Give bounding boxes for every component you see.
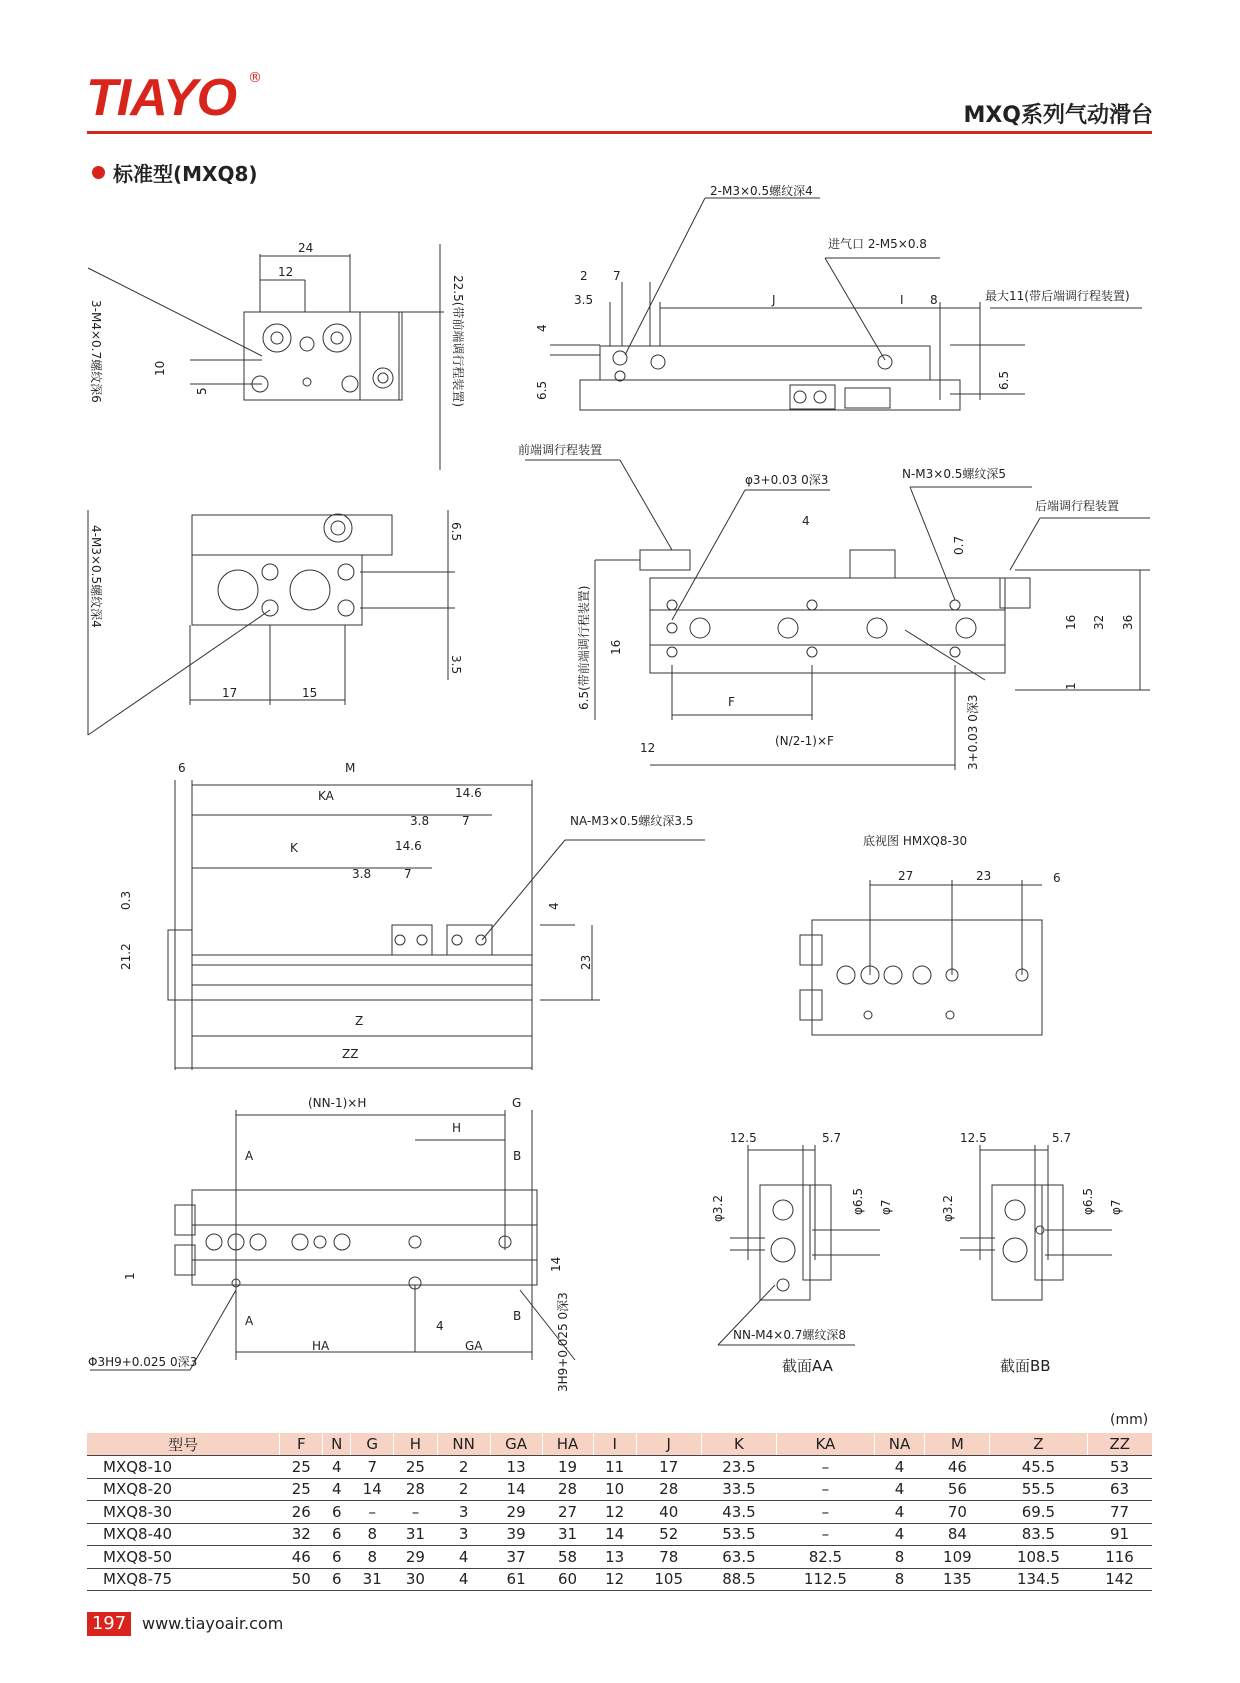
dim-H: H	[452, 1121, 462, 1135]
column-header: F	[280, 1433, 323, 1456]
note-na-thread: NA-M3×0.5螺纹深3.5	[570, 814, 694, 828]
dim-10: 10	[153, 360, 167, 376]
front-view-holes	[90, 1110, 575, 1370]
dim-4-front: 4	[547, 902, 561, 910]
table-cell: 91	[1087, 1523, 1152, 1546]
table-cell: 25	[394, 1456, 437, 1479]
table-row	[87, 1546, 1152, 1569]
side-view-top	[550, 198, 1142, 410]
table-cell: 61	[490, 1568, 542, 1591]
table-cell: 45.5	[990, 1456, 1087, 1479]
dim-tap-4-m3: 4-M3×0.5螺纹深4	[89, 525, 103, 628]
column-header: I	[593, 1433, 636, 1456]
column-header: H	[394, 1433, 437, 1456]
table-cell: 6	[323, 1523, 351, 1546]
table-cell: 78	[636, 1546, 701, 1569]
model-cell: MXQ8-30	[87, 1501, 280, 1524]
table-cell: 6	[323, 1501, 351, 1524]
table-cell: 8	[874, 1546, 925, 1569]
table-cell: 109	[925, 1546, 990, 1569]
dim-17: 17	[222, 686, 238, 700]
note-air-inlet: 进气口 2-M5×0.8	[828, 237, 927, 251]
dim-phi-7-aa: φ7	[879, 1199, 893, 1215]
column-header: NN	[437, 1433, 490, 1456]
dim-14-6-a: 14.6	[455, 786, 482, 800]
table-row	[87, 1501, 1152, 1524]
column-header: 型号	[87, 1433, 280, 1456]
dim-24: 24	[298, 241, 314, 255]
table-cell: 82.5	[777, 1546, 874, 1569]
table-row	[87, 1478, 1152, 1501]
dim-7-a: 7	[462, 814, 470, 828]
table-cell: 30	[394, 1568, 437, 1591]
table-cell: 33.5	[701, 1478, 777, 1501]
table-cell: 56	[925, 1478, 990, 1501]
table-cell: 3	[437, 1523, 490, 1546]
dim-6-5: 6.5	[449, 522, 463, 542]
dim-27: 27	[898, 869, 914, 883]
column-header: N	[323, 1433, 351, 1456]
table-cell: 28	[394, 1478, 437, 1501]
column-header: J	[636, 1433, 701, 1456]
table-cell: 3	[437, 1501, 490, 1524]
dim-6-5-front: 6.5(带前端调行程装置)	[577, 585, 591, 710]
dim-KA: KA	[318, 789, 334, 803]
table-cell: 28	[542, 1478, 593, 1501]
note-pin-h9: Φ3H9+0.025 0深3	[88, 1355, 198, 1369]
table-cell: 142	[1087, 1568, 1152, 1591]
dim-7: 7	[613, 269, 621, 283]
table-cell: 55.5	[990, 1478, 1087, 1501]
model-cell: MXQ8-20	[87, 1478, 280, 1501]
table-cell: –	[351, 1501, 394, 1524]
dim-8: 8	[930, 293, 938, 307]
table-cell: 13	[490, 1456, 542, 1479]
table-cell: 31	[394, 1523, 437, 1546]
dim-4-top: 4	[802, 514, 810, 528]
table-cell: 135	[925, 1568, 990, 1591]
note-slot-top: 3+0.03 0深3	[966, 694, 980, 770]
section-mark-b-top: B	[513, 1149, 522, 1163]
dim-7-b: 7	[404, 867, 412, 881]
table-cell: 83.5	[990, 1523, 1087, 1546]
dim-16-right: 16	[1064, 614, 1078, 630]
dim-12-top: 12	[640, 741, 656, 755]
section-bb-label: 截面BB	[1000, 1357, 1051, 1375]
section-mark-a-bottom: A	[245, 1314, 254, 1328]
note-max-11: 最大11(带后端调行程装置)	[985, 289, 1130, 303]
dim-3-8-b: 3.8	[352, 867, 372, 881]
dim-12-5-bb: 12.5	[960, 1131, 987, 1145]
table-cell: 69.5	[990, 1501, 1087, 1524]
table-cell: 52	[636, 1523, 701, 1546]
dim-21-2: 21.2	[119, 943, 133, 970]
dim-6-5-right: 6.5	[997, 370, 1011, 390]
model-cell: MXQ8-10	[87, 1456, 280, 1479]
dim-phi-6-5-bb: φ6.5	[1081, 1188, 1095, 1215]
column-header: ZZ	[1087, 1433, 1152, 1456]
table-cell: 63.5	[701, 1546, 777, 1569]
column-header: NA	[874, 1433, 925, 1456]
dim-6-front: 6	[178, 761, 186, 775]
table-body	[87, 1456, 1152, 1591]
table-cell: 25	[280, 1478, 323, 1501]
table-cell: 39	[490, 1523, 542, 1546]
table-cell: 32	[280, 1523, 323, 1546]
dim-4-holes: 4	[436, 1319, 444, 1333]
dim-phi-3-2-bb: φ3.2	[941, 1195, 955, 1222]
table-cell: 4	[874, 1501, 925, 1524]
dim-4-side: 4	[535, 324, 549, 332]
table-cell: 31	[351, 1568, 394, 1591]
table-cell: 27	[542, 1501, 593, 1524]
column-header: KA	[777, 1433, 874, 1456]
table-cell: 6	[323, 1568, 351, 1591]
table-cell: 88.5	[701, 1568, 777, 1591]
dim-F: F	[728, 695, 735, 709]
table-cell: 60	[542, 1568, 593, 1591]
dim-5-7-bb: 5.7	[1052, 1131, 1072, 1145]
dim-6-bottom: 6	[1053, 871, 1061, 885]
table-cell: 50	[280, 1568, 323, 1591]
column-header: G	[351, 1433, 394, 1456]
dim-M: M	[345, 761, 356, 775]
brand-logo: TIAYO	[86, 69, 237, 127]
table-cell: –	[777, 1523, 874, 1546]
table-cell: 4	[437, 1546, 490, 1569]
table-cell: 116	[1087, 1546, 1152, 1569]
table-cell: 4	[323, 1456, 351, 1479]
table-cell: 31	[542, 1523, 593, 1546]
dim-phi-7-bb: φ7	[1109, 1199, 1123, 1215]
dim-formula: (N/2-1)×F	[775, 734, 834, 748]
page-number: 197	[87, 1612, 131, 1636]
table-cell: 29	[490, 1501, 542, 1524]
table-cell: 4	[874, 1456, 925, 1479]
dim-0-7: 0.7	[952, 535, 966, 555]
table-cell: 14	[351, 1478, 394, 1501]
table-cell: 4	[437, 1568, 490, 1591]
dim-23-bottom: 23	[976, 869, 992, 883]
table-cell: 58	[542, 1546, 593, 1569]
table-cell: 84	[925, 1523, 990, 1546]
dim-0-3: 0.3	[119, 890, 133, 910]
table-cell: 10	[593, 1478, 636, 1501]
table-cell: 77	[1087, 1501, 1152, 1524]
column-header: HA	[542, 1433, 593, 1456]
dim-GA: GA	[465, 1339, 483, 1353]
dim-14-6-b: 14.6	[395, 839, 422, 853]
table-cell: 46	[280, 1546, 323, 1569]
table-cell: 2	[437, 1456, 490, 1479]
dim-12: 12	[278, 265, 294, 279]
table-cell: 14	[490, 1478, 542, 1501]
table-cell: 53	[1087, 1456, 1152, 1479]
table-cell: 17	[636, 1456, 701, 1479]
table-row	[87, 1568, 1152, 1591]
table-cell: –	[777, 1456, 874, 1479]
table-row	[87, 1456, 1152, 1479]
website-link[interactable]: www.tiayoair.com	[142, 1614, 284, 1633]
dim-16-left: 16	[609, 639, 623, 655]
section-mark-b-bottom: B	[513, 1309, 522, 1323]
table-cell: –	[777, 1501, 874, 1524]
table-cell: 105	[636, 1568, 701, 1591]
table-cell: 26	[280, 1501, 323, 1524]
dim-32: 32	[1092, 614, 1106, 630]
dim-6-5-left: 6.5	[535, 380, 549, 400]
dim-2: 2	[580, 269, 588, 283]
table-cell: 29	[394, 1546, 437, 1569]
model-cell: MXQ8-40	[87, 1523, 280, 1546]
section-mark-a-top: A	[245, 1149, 254, 1163]
dim-3-8-a: 3.8	[410, 814, 430, 828]
model-cell: MXQ8-50	[87, 1546, 280, 1569]
section-title: 标准型(MXQ8)	[113, 162, 258, 186]
table-unit: (mm)	[1110, 1412, 1149, 1428]
table-cell: 43.5	[701, 1501, 777, 1524]
table-row	[87, 1523, 1152, 1546]
table-cell: 14	[593, 1523, 636, 1546]
dim-15: 15	[302, 686, 318, 700]
dim-12-5-aa: 12.5	[730, 1131, 757, 1145]
note-2-m3-thread: 2-M3×0.5螺纹深4	[710, 184, 813, 198]
end-view-bottom	[88, 510, 455, 735]
dim-5-7-aa: 5.7	[822, 1131, 842, 1145]
dim-nn-h: (NN-1)×H	[308, 1096, 367, 1110]
table-cell: 12	[593, 1501, 636, 1524]
dim-phi-3-2-aa: φ3.2	[711, 1195, 725, 1222]
table-cell: 46	[925, 1456, 990, 1479]
table-cell: 4	[874, 1523, 925, 1546]
column-header: Z	[990, 1433, 1087, 1456]
table-cell: 63	[1087, 1478, 1152, 1501]
registered-mark: ®	[248, 70, 262, 86]
dim-1: 1	[1064, 682, 1078, 690]
note-nn-thread: NN-M4×0.7螺纹深8	[733, 1328, 847, 1342]
dim-K: K	[290, 841, 298, 855]
table-cell: 13	[593, 1546, 636, 1569]
note-front-adjuster: 前端调行程装置	[518, 443, 603, 457]
dim-14: 14	[549, 1256, 563, 1272]
table-cell: 25	[280, 1456, 323, 1479]
column-header: GA	[490, 1433, 542, 1456]
table-cell: 4	[323, 1478, 351, 1501]
dim-36: 36	[1121, 614, 1135, 630]
spec-table	[87, 1433, 1152, 1591]
table-cell: 6	[323, 1546, 351, 1569]
table-cell: 112.5	[777, 1568, 874, 1591]
note-rear-adjuster: 后端调行程装置	[1035, 499, 1120, 513]
dim-G: G	[512, 1096, 522, 1110]
table-header-row	[87, 1433, 1152, 1456]
table-cell: 12	[593, 1568, 636, 1591]
table-cell: 2	[437, 1478, 490, 1501]
table-cell: 7	[351, 1456, 394, 1479]
table-cell: –	[394, 1501, 437, 1524]
column-header: K	[701, 1433, 777, 1456]
section-bb-drawing	[960, 1145, 1112, 1300]
table-cell: 11	[593, 1456, 636, 1479]
note-n-m3-thread: N-M3×0.5螺纹深5	[902, 467, 1007, 481]
end-view-top	[88, 244, 444, 470]
note-slot-h9: 3H9+0.025 0深3	[556, 1292, 570, 1392]
dim-Z: Z	[355, 1014, 364, 1028]
dim-J: J	[772, 293, 776, 307]
column-header: M	[925, 1433, 990, 1456]
note-pin-hole: φ3+0.03 0深3	[745, 473, 829, 487]
table-cell: –	[777, 1478, 874, 1501]
table-cell: 4	[874, 1478, 925, 1501]
dim-HA: HA	[312, 1339, 330, 1353]
table-cell: 108.5	[990, 1546, 1087, 1569]
dim-ZZ: ZZ	[342, 1047, 359, 1061]
bottom-view	[800, 880, 1042, 1035]
table-cell: 53.5	[701, 1523, 777, 1546]
dim-I: I	[900, 293, 904, 307]
table-cell: 8	[351, 1523, 394, 1546]
section-aa-label: 截面AA	[782, 1357, 833, 1375]
series-title: MXQ系列气动滑台	[963, 103, 1153, 128]
dim-1-front: 1	[123, 1272, 137, 1280]
dim-tap-3-m4: 3-M4×0.7螺纹深6	[89, 300, 103, 403]
section-aa-drawing	[718, 1145, 880, 1345]
table-cell: 28	[636, 1478, 701, 1501]
table-cell: 8	[351, 1546, 394, 1569]
dim-22-5: 22.5(带前端调行程装置)	[451, 275, 465, 408]
bottom-view-title: 底视图 HMXQ8-30	[863, 834, 968, 848]
table-cell: 37	[490, 1546, 542, 1569]
table-cell: 70	[925, 1501, 990, 1524]
dim-3-5: 3.5	[449, 655, 463, 675]
model-cell: MXQ8-75	[87, 1568, 280, 1591]
dim-5: 5	[195, 387, 209, 395]
table-cell: 8	[874, 1568, 925, 1591]
dim-phi-6-5-aa: φ6.5	[851, 1188, 865, 1215]
table-cell: 134.5	[990, 1568, 1087, 1591]
dim-3-5-top: 3.5	[574, 293, 594, 307]
table-cell: 19	[542, 1456, 593, 1479]
dim-23: 23	[579, 954, 593, 970]
table-cell: 40	[636, 1501, 701, 1524]
table-cell: 23.5	[701, 1456, 777, 1479]
